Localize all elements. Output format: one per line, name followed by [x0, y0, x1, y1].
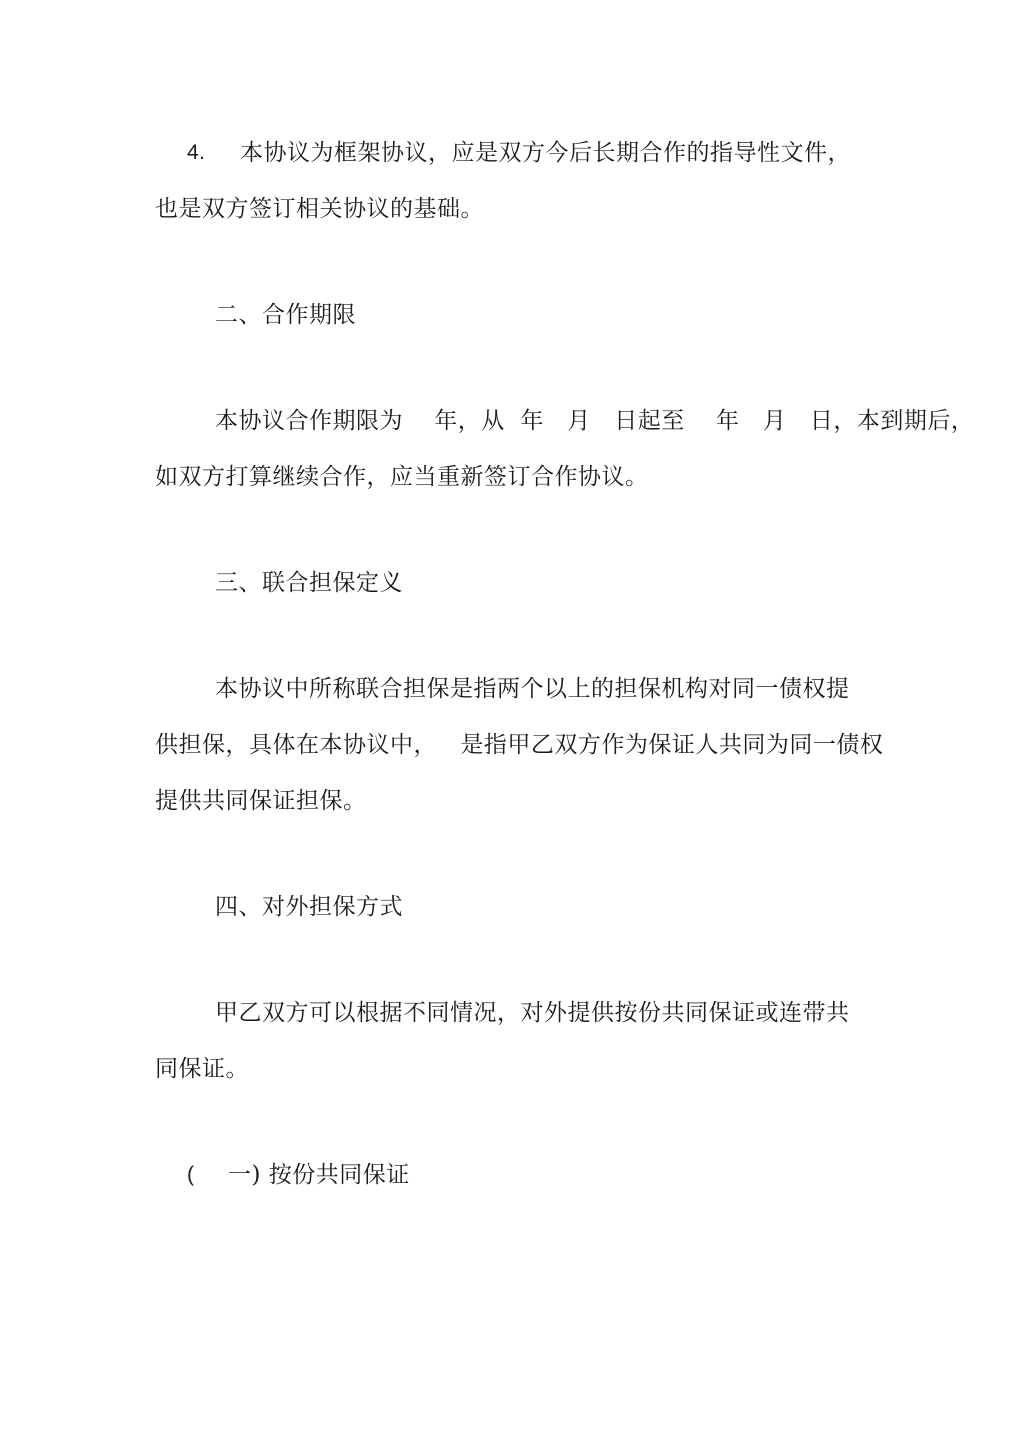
- section3-text-line1: 本协议中所称联合担保是指两个以上的担保机构对同一债权提: [215, 676, 850, 702]
- section2-text-line2: 如双方打算继续合作，应当重新签订合作协议。: [155, 464, 649, 490]
- section2-heading: 二、合作期限: [215, 302, 356, 328]
- section4-text-line2: 同保证。: [155, 1056, 249, 1082]
- section4-heading: 四、对外担保方式: [215, 894, 403, 920]
- section3-text-line2: 供担保，具体在本协议中， 是指甲乙双方作为保证人共同为同一债权: [155, 732, 884, 758]
- subsection-heading: 一) 按份共同保证: [228, 1162, 410, 1188]
- item4-text-line2: 也是双方签订相关协议的基础。: [155, 196, 484, 222]
- section3-heading: 三、联合担保定义: [215, 570, 403, 596]
- section4-text-line1: 甲乙双方可以根据不同情况，对外提供按份共同保证或连带共: [215, 1000, 850, 1026]
- subsection-paren: (: [187, 1163, 195, 1186]
- section3-text-line3: 提供共同保证担保。: [155, 788, 367, 814]
- section2-text-line1: 本协议合作期限为 年，从 年 月 日起至 年 月 日，本到期后，: [215, 408, 975, 434]
- item-number: 4.: [187, 141, 206, 164]
- item4-text-line1: 本协议为框架协议，应是双方今后长期合作的指导性文件，: [240, 140, 851, 166]
